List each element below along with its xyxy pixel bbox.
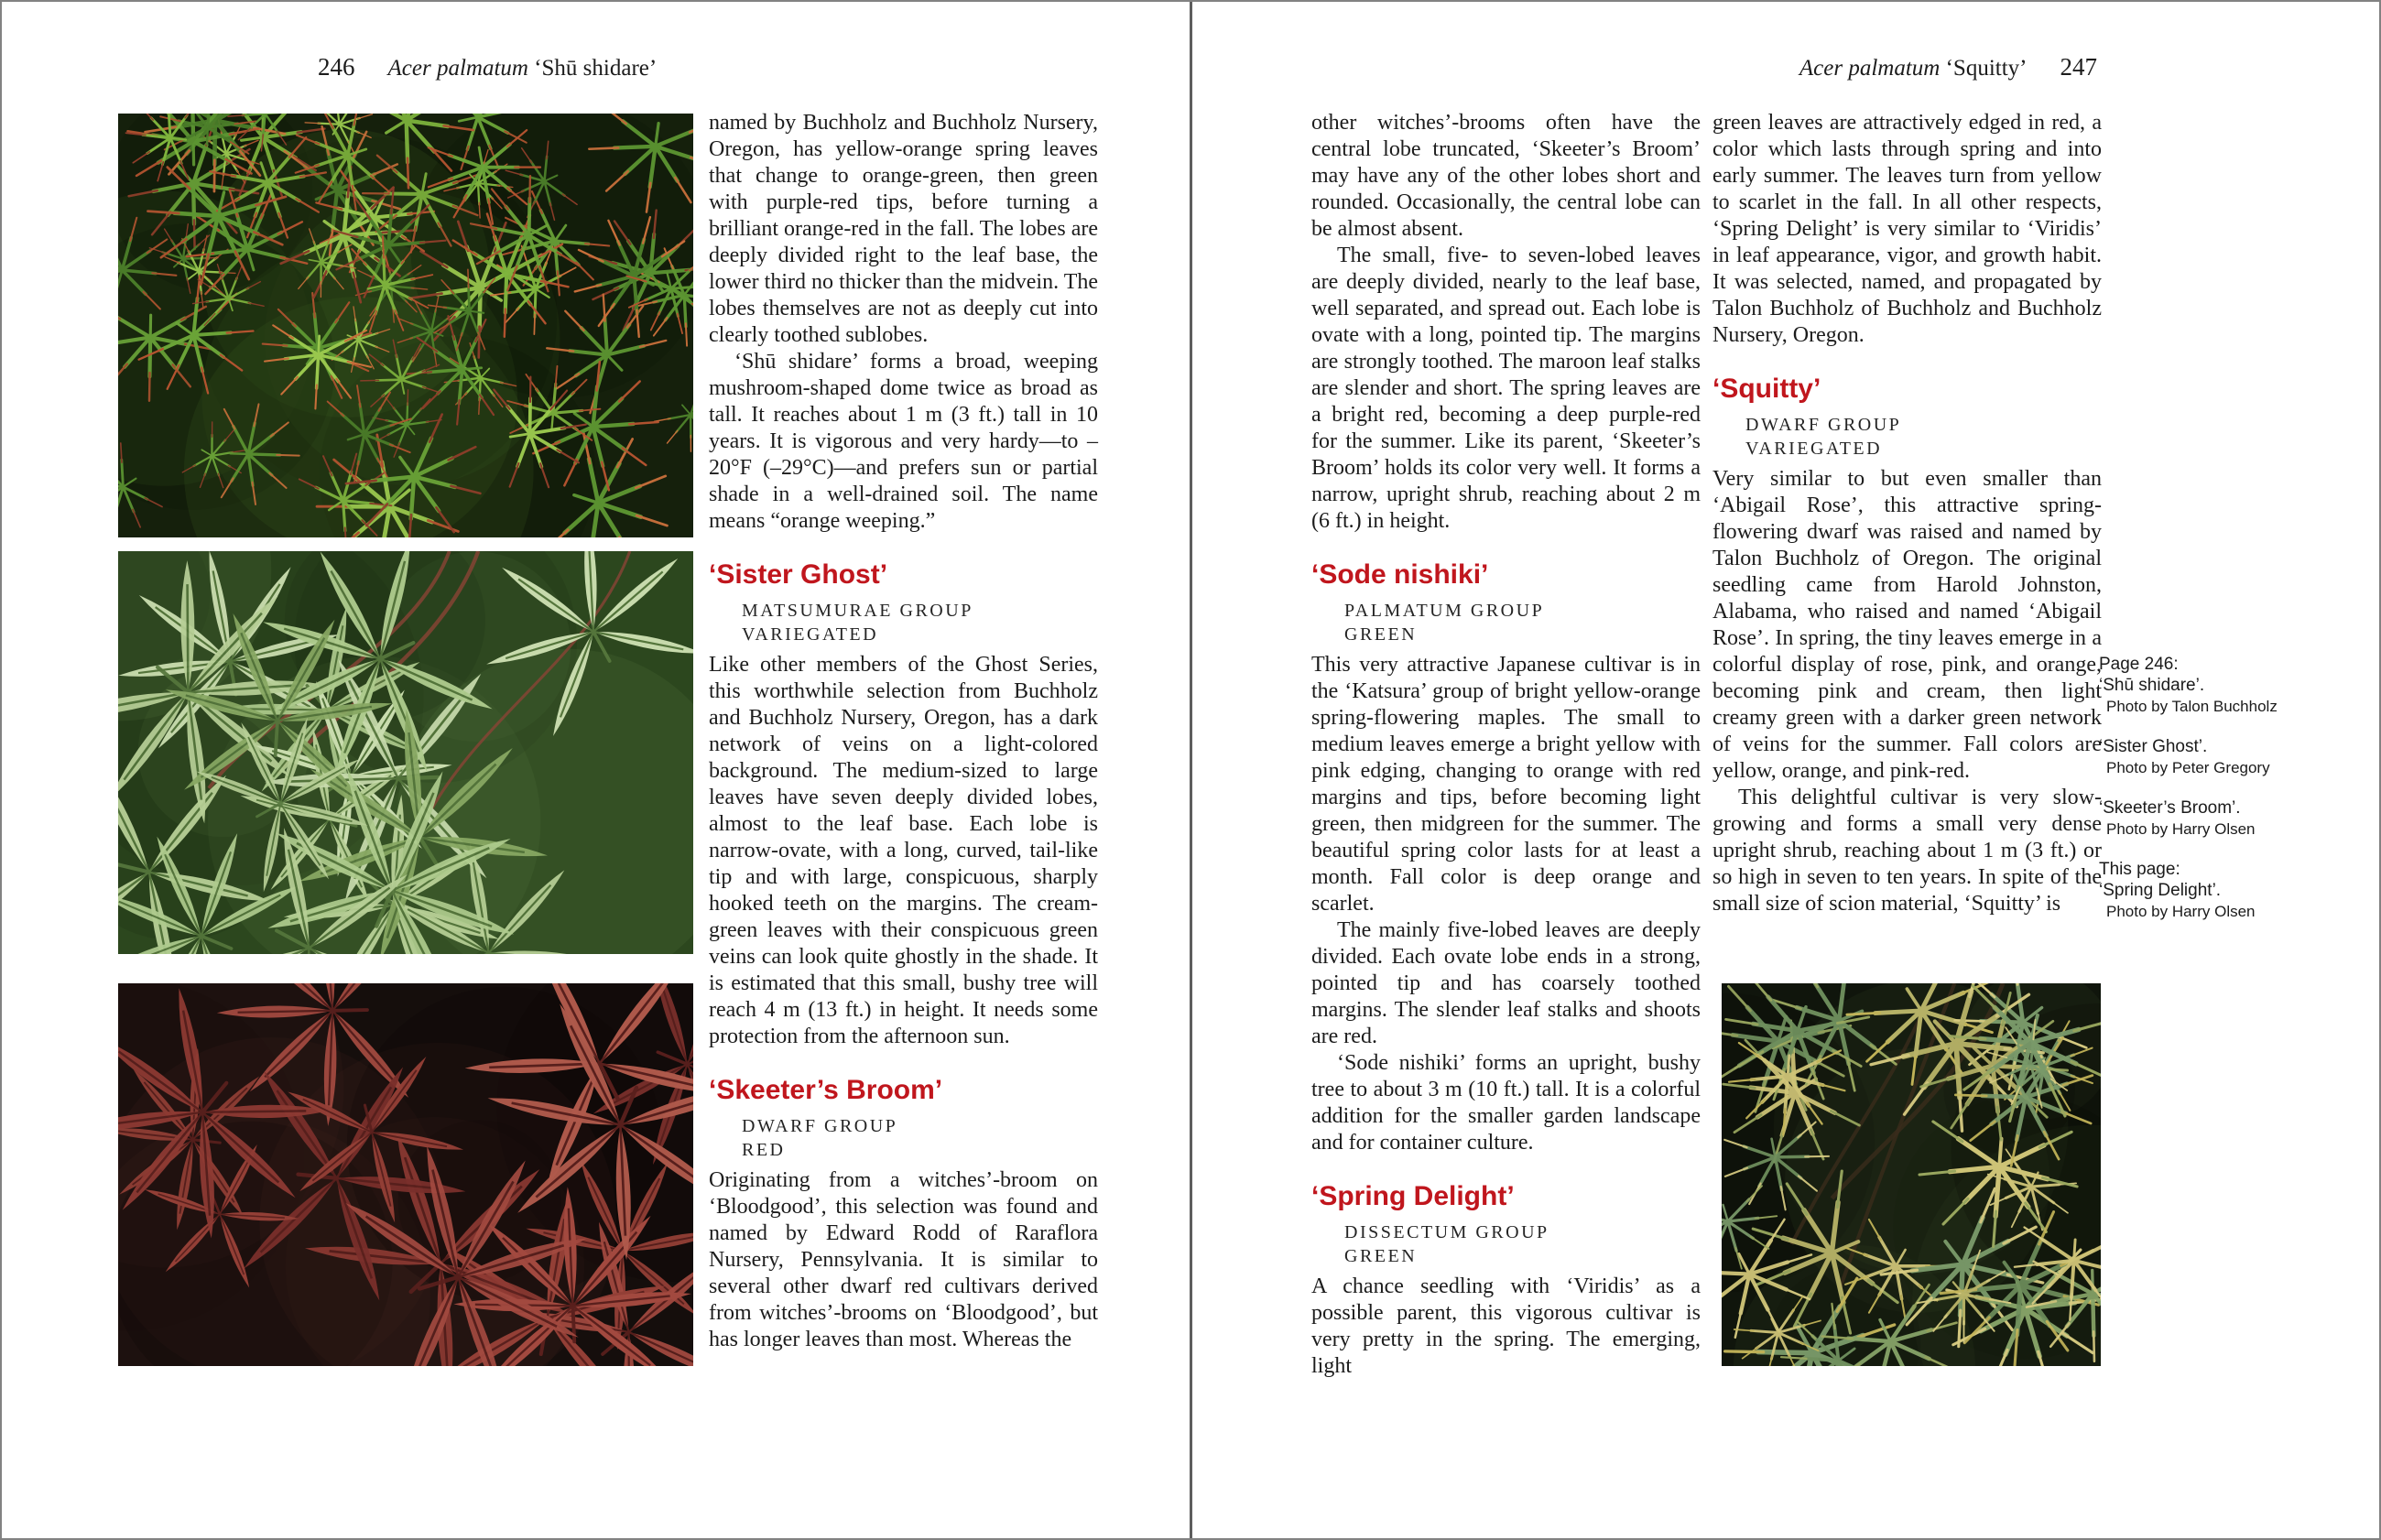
right-page-header: [1799, 53, 2097, 82]
credit-cultivar: ‘Spring Delight’.: [2099, 881, 2222, 900]
credit-photographer: Photo by Talon Buchholz: [2106, 698, 2278, 715]
body-text: The mainly five-lobed leaves are deeply divided. Each ovate lobe ends in a strong, pointed tip and has coarsely toothed margins. The slender leaf stalks and shoots are red.: [1311, 918, 1701, 1048]
section-heading-skeeters-broom: ‘Skeeter’s Broom’: [709, 1075, 943, 1105]
photo-skeeters-broom: [118, 983, 693, 1366]
credit-item: [2099, 797, 2291, 840]
section-heading-sode-nishiki: ‘Sode nishiki’: [1311, 559, 1489, 590]
color-label: VARIEGATED: [742, 624, 879, 645]
left-page-header: [318, 53, 657, 82]
credit-prefix: This page:: [2099, 860, 2180, 879]
credit-cultivar: ‘Sister Ghost’.: [2099, 737, 2208, 756]
left-header-species: Acer palmatum: [387, 56, 528, 81]
body-text: Very similar to but even smaller than ‘Abigail Rose’, this attractive spring-flowering dwarf was raised and named by Talon Buchholz of Oregon. The original seedling came from Harold Johnston, Alabama, who raised and named ‘Abigail Rose’. In spring, the tiny leaves emerge in a colorful display of rose, pink, and orange, becoming pink and cream, then light creamy green with a darker green network of veins for the summer. Fall colors are yellow, orange, and pink-red.: [1712, 467, 2102, 783]
credit-item: [2099, 736, 2291, 778]
credit-photographer: Photo by Peter Gregory: [2106, 759, 2270, 776]
credit-cultivar: ‘Skeeter’s Broom’.: [2099, 798, 2241, 818]
credit-cultivar: ‘Shū shidare’.: [2099, 676, 2205, 695]
section-heading-squitty: ‘Squitty’: [1712, 374, 1821, 404]
right-text-column-1: [1311, 110, 1701, 1380]
color-label: GREEN: [1344, 1246, 1418, 1266]
credit-photographer: Photo by Harry Olsen: [2106, 820, 2256, 838]
credit-item: [2099, 859, 2291, 922]
body-text: green leaves are attractively edged in red, a color which lasts through spring and into early summer. The leaves turn from yellow to scarlet in the fall. In all other respects, ‘Spring Delight’ is very similar to ‘Viridis’ in leaf appearance, vigor, and growth habit. It was selected, named, and propagated by Talon Buchholz of Buchholz and Buchholz Nursery, Oregon.: [1712, 111, 2102, 347]
photo-spring-delight: [1722, 983, 2101, 1366]
group-label: DWARF GROUP: [742, 1116, 898, 1136]
body-text: This very attractive Japanese cultivar is in the ‘Katsura’ group of bright yellow-orange spring-flowering maples. The small to medium leaves emerge a bright yellow with pink edging, changing to orange with red margins and tips, before becoming light green, then midgreen for the summer. The beautiful spring color lasts for at least a month. Fall color is deep orange and scarlet.: [1311, 653, 1701, 916]
group-label: DWARF GROUP: [1745, 415, 1902, 435]
left-page-number: 246: [318, 53, 355, 81]
credit-prefix: Page 246:: [2099, 655, 2179, 674]
right-header-cultivar: ‘Squitty’: [1945, 56, 2028, 81]
group-label: PALMATUM GROUP: [1344, 601, 1545, 621]
body-text: ‘Shū shidare’ forms a broad, weeping mushroom-shaped dome twice as broad as tall. It reaches about 1 m (3 ft.) tall in 10 years. It is vigorous and very hardy—to –20°F (–29°C)—and prefers sun or partial shade in a well-drained soil. The name means “orange weeping.”: [709, 350, 1098, 533]
body-text: A chance seedling with ‘Viridis’ as a possible parent, this vigorous cultivar is very pretty in the spring. The emerging, light: [1311, 1274, 1701, 1378]
group-label: MATSUMURAE GROUP: [742, 601, 973, 621]
photo-credits: [2099, 654, 2291, 941]
body-text: Originating from a witches’-broom on ‘Bloodgood’, this selection was found and named by Edward Rodd of Raraflora Nursery, Pennsylvania. It is similar to several other dwarf red cultivars derived from witches’-brooms on ‘Bloodgood’, but has longer leaves than most. Whereas the: [709, 1168, 1098, 1351]
body-text: Like other members of the Ghost Series, this worthwhile selection from Buchholz and Buchholz Nursery, Oregon, has a dark network of veins on a light-colored background. The medium-sized to large leaves have seven deeply divided lobes, almost to the leaf base. Each lobe is narrow-ovate, with a long, curved, tail-like tip and with large, conspicuous, sharply hooked teeth on the margins. The cream-green leaves with their conspicuous green veins can look quite ghostly in the shade. It is estimated that this small, bushy tree will reach 4 m (13 ft.) in height. It needs some protection from the afternoon sun.: [709, 653, 1098, 1048]
right-page-number: 247: [2060, 53, 2097, 81]
body-text: This delightful cultivar is very slow-growing and forms a small very dense upright shrub, reaching about 1 m (3 ft.) or so high in seven to ten years. In spite of the small size of scion material, ‘Squitty’ is: [1712, 786, 2102, 916]
credit-photographer: Photo by Harry Olsen: [2106, 903, 2256, 920]
right-header-species: Acer palmatum: [1799, 56, 1941, 81]
left-header-cultivar: ‘Shū shidare’: [534, 56, 658, 81]
photo-shu-shidare: [118, 114, 693, 537]
left-text-column: [709, 110, 1098, 1353]
section-heading-sister-ghost: ‘Sister Ghost’: [709, 559, 888, 590]
page-gutter-divider: [1190, 2, 1192, 1540]
photo-sister-ghost: [118, 551, 693, 954]
credit-item: [2099, 654, 2291, 717]
color-label: RED: [742, 1140, 786, 1160]
body-text: The small, five- to seven-lobed leaves are deeply divided, nearly to the leaf base, well separated, and spread out. Each lobe is ovate with a long, pointed tip. The margins are strongly toothed. The maroon leaf stalks are slender and short. The spring leaves are a bright red, becoming a deep purple-red for the summer. Like its parent, ‘Skeeter’s Broom’ holds its color very well. It forms a narrow, upright shrub, reaching about 2 m (6 ft.) in height.: [1311, 244, 1701, 533]
color-label: VARIEGATED: [1745, 439, 1883, 459]
body-text: ‘Sode nishiki’ forms an upright, bushy tree to about 3 m (10 ft.) tall. It is a colorful addition for the smaller garden landscape and for container culture.: [1311, 1051, 1701, 1155]
color-label: GREEN: [1344, 624, 1418, 645]
group-label: DISSECTUM GROUP: [1344, 1222, 1549, 1242]
right-text-column-2: [1712, 110, 2102, 917]
section-heading-spring-delight: ‘Spring Delight’: [1311, 1181, 1515, 1211]
body-text: other witches’-brooms often have the central lobe truncated, ‘Skeeter’s Broom’ may have any of the other lobes short and rounded. Occasionally, the central lobe can be almost absent.: [1311, 111, 1701, 241]
body-text: named by Buchholz and Buchholz Nursery, Oregon, has yellow-orange spring leaves that change to orange-green, then green with purple-red tips, before turning a brilliant orange-red in the fall. The lobes are deeply divided right to the leaf base, the lower third no thicker than the midvein. The lobes themselves are not as deeply cut into clearly toothed sublobes.: [709, 111, 1098, 347]
